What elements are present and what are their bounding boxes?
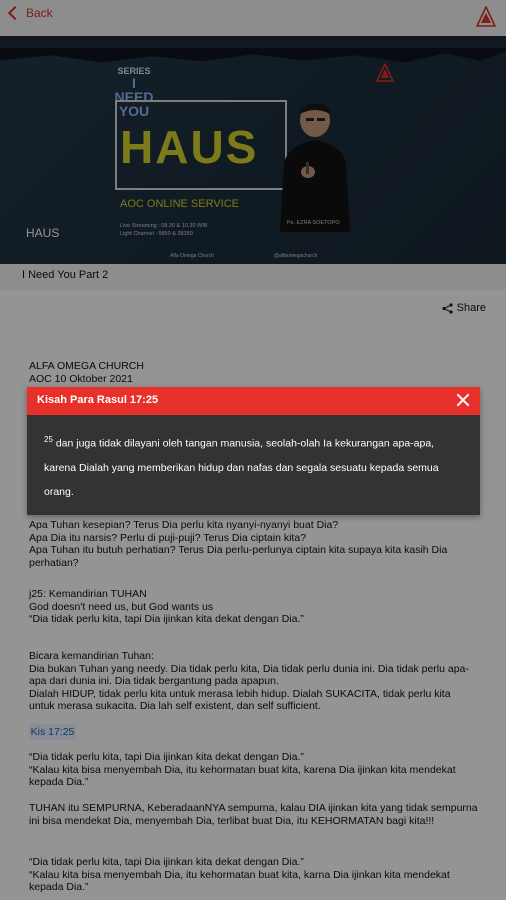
popup-header — [27, 387, 480, 415]
banner-subtitle: AOC ONLINE SERVICE — [120, 198, 239, 210]
series-small-text: SERIES — [117, 66, 151, 76]
popup-body — [27, 415, 480, 515]
banner-torn-edge — [0, 48, 506, 66]
paragraph-6: “Dia tidak perlu kita, tapi Dia ijinkan kita dekat dengan Dia.” “Kalau kita bisa menyembah Dia, itu kehormatan buat kita, karna Dia ijinkan kita mendekat kepada Dia.” — [29, 856, 450, 893]
chevron-left-icon — [8, 6, 22, 20]
preacher-image — [270, 92, 360, 232]
church-logo-icon — [476, 6, 496, 28]
verse-popup — [27, 387, 480, 515]
share-label: Share — [456, 302, 486, 314]
service-date: AOC 10 Oktober 2021 — [29, 373, 133, 385]
share-button[interactable] — [442, 302, 486, 314]
verse-text-block — [44, 428, 464, 504]
verse-text: dan juga tidak dilayani oleh tangan manusia, seolah-olah Ia kekurangan apa-apa, karena Dialah yang memberikan hidup dan nafas dan segala sesuatu kepada semua orang. — [44, 437, 439, 498]
verse-link[interactable]: Kis 17:25 — [30, 726, 75, 738]
youtube-handle: Alfa Omega Church — [170, 253, 214, 259]
back-label: Back — [26, 6, 53, 20]
series-line2: YOU — [118, 103, 150, 119]
top-bar — [0, 0, 506, 36]
banner-overlay-title: HAUS — [26, 226, 60, 240]
popup-title: Kisah Para Rasul 17:25 — [37, 394, 159, 406]
paragraph-1: Apa Tuhan kesepian? Terus Dia perlu kita nyanyi-nyanyi buat Dia? Apa Dia itu narsis? Perlu di puji-puji? Terus Dia ciptain kita? Apa Tuhan itu butuh perhatian? Terus Dia perlu-perlunya ciptain kita supaya kita kasih Dia perhatian? — [29, 519, 448, 569]
church-name: ALFA OMEGA CHURCH — [29, 360, 144, 372]
paragraph-3: Bicara kemandirian Tuhan: Dia bukan Tuhan yang needy. Dia tidak perlu kita, Dia tidak perlu dunia ini. Dia tidak perlu apa-apa dari dunia ini. Dia tidak bergantung pada apapun. Dialah HIDUP, tidak perlu kita untuk merasa lebih hidup. Dialah SUKACITA, tidak perlu kita untuk merasa sukacita. Dia lah self existent, dan self sufficient. — [29, 650, 469, 712]
info-line2: Light Channel : 9850 & 38280 — [120, 231, 193, 237]
paragraph-4: “Dia tidak perlu kita, tapi Dia ijinkan kita dekat dengan Dia.” “Kalau kita bisa menyembah Dia, itu kehormatan buat kita, karena Dia ijinkan kita mendekat kepada Dia.” — [29, 751, 456, 788]
sermon-banner — [0, 36, 506, 264]
share-icon — [442, 303, 453, 314]
info-line1: Live Streaming : 08.30 & 10.30 WIB — [120, 223, 208, 229]
series-line1: I NEED — [114, 75, 154, 105]
pastor-name: Ps. EZRA SOETOPO — [287, 220, 340, 226]
close-icon[interactable] — [456, 393, 470, 407]
verse-number: 25 — [44, 435, 53, 444]
church-logo-icon — [376, 63, 394, 83]
sermon-content — [0, 290, 506, 900]
banner-info — [120, 222, 207, 238]
banner-background — [0, 48, 506, 264]
paragraph-5: TUHAN itu SEMPURNA, KeberadaanNYA sempurna, kalau DIA ijinkan kita yang tidak sempurna ini bisa mendekat Dia, menyembah Dia, terlibat buat Dia, itu KEHORMATAN bagi kita!!! — [29, 802, 478, 827]
instagram-handle: @alfaomegachurch — [273, 253, 318, 259]
sermon-title-bar — [0, 264, 506, 290]
sermon-title: I Need You Part 2 — [22, 269, 109, 281]
banner-social — [170, 253, 317, 259]
paragraph-2: j25: Kemandirian TUHAN God doesn't need us, but God wants us “Dia tidak perlu kita, tapi Dia ijinkan kita dekat dengan Dia.” — [29, 588, 304, 625]
back-button[interactable] — [6, 6, 53, 20]
banner-title: HAUS — [120, 121, 259, 173]
